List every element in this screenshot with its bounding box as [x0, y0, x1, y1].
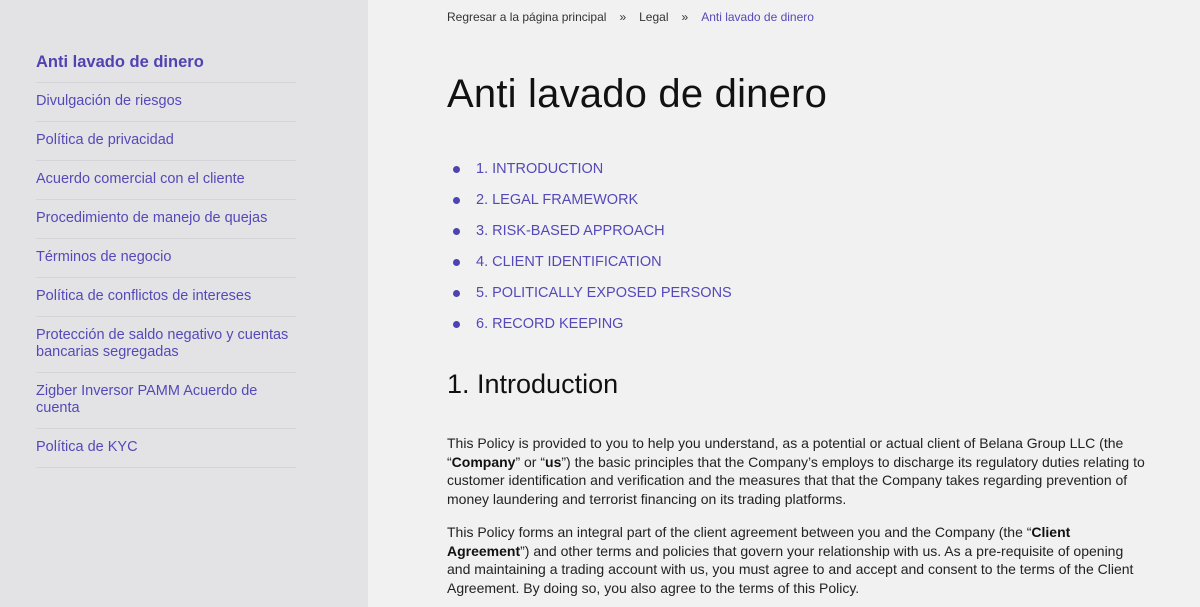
- toc-link-legal-framework[interactable]: 2. LEGAL FRAMEWORK: [476, 192, 639, 208]
- breadcrumb-home-link[interactable]: Regresar a la página principal: [447, 10, 607, 24]
- term-client-agreement: Client Agreement: [447, 524, 1071, 559]
- bullet-icon: [453, 228, 460, 235]
- sidebar: [0, 0, 368, 607]
- breadcrumb-current: Anti lavado de dinero: [701, 10, 814, 24]
- bullet-icon: [453, 197, 460, 204]
- sidebar-item-client-agreement[interactable]: Acuerdo comercial con el cliente: [36, 161, 296, 200]
- intro-paragraph-1: This Policy is provided to you to help you understand, as a potential or actual client of Belana Group LLC (the “Company” or “us”) the basic principles that the Company’s employs to discharge its regulatory duties relating to customer identification and verification and the measures that that the Company takes regarding prevention of money laundering and terrorist financing on its trading platforms.: [447, 435, 1145, 508]
- term-us: us: [545, 453, 562, 470]
- breadcrumb-legal-link[interactable]: Legal: [639, 10, 669, 24]
- sidebar-item-conflicts-of-interest[interactable]: Política de conflictos de intereses: [36, 278, 296, 317]
- bullet-icon: [453, 290, 460, 297]
- sidebar-item-risk-disclosure[interactable]: Divulgación de riesgos: [36, 83, 296, 122]
- toc-link-record-keeping[interactable]: 6. RECORD KEEPING: [476, 316, 624, 332]
- bullet-icon: [453, 166, 460, 173]
- toc-link-politically-exposed-persons[interactable]: 5. POLITICALLY EXPOSED PERSONS: [476, 285, 732, 301]
- breadcrumb: [447, 10, 814, 24]
- breadcrumb-separator: »: [619, 10, 627, 24]
- page-title: Anti lavado de dinero: [447, 72, 828, 116]
- sidebar-item-pamm-agreement[interactable]: Zigber Inversor PAMM Acuerdo de cuenta: [36, 373, 296, 429]
- sidebar-item-negative-balance-protection[interactable]: Protección de saldo negativo y cuentas bancarias segregadas: [36, 317, 296, 373]
- intro-paragraph-2: This Policy forms an integral part of the client agreement between you and the Company (the “Client Agreement”) and other terms and policies that govern your relationship with us. As a pre-requisite of opening and maintaining a trading account with us, you must agree to and accept and consent to the terms of the Client Agreement. By doing so, you also agree to the terms of this Policy.: [447, 524, 1134, 597]
- term-company: Company: [451, 453, 516, 470]
- bullet-icon: [453, 321, 460, 328]
- sidebar-item-anti-money-laundering[interactable]: Anti lavado de dinero: [36, 45, 296, 83]
- sidebar-item-privacy-policy[interactable]: Política de privacidad: [36, 122, 296, 161]
- sidebar-item-kyc-policy[interactable]: Política de KYC: [36, 429, 296, 468]
- toc-link-introduction[interactable]: 1. INTRODUCTION: [476, 161, 604, 177]
- sidebar-nav: [36, 45, 296, 468]
- sidebar-item-complaints-procedure[interactable]: Procedimiento de manejo de quejas: [36, 200, 296, 239]
- breadcrumb-separator: »: [681, 10, 689, 24]
- bullet-icon: [453, 259, 460, 266]
- sidebar-item-terms-of-business[interactable]: Términos de negocio: [36, 239, 296, 278]
- section-title-introduction: 1. Introduction: [447, 369, 619, 399]
- toc-link-risk-based-approach[interactable]: 3. RISK-BASED APPROACH: [476, 223, 665, 239]
- toc-link-client-identification[interactable]: 4. CLIENT IDENTIFICATION: [476, 254, 662, 270]
